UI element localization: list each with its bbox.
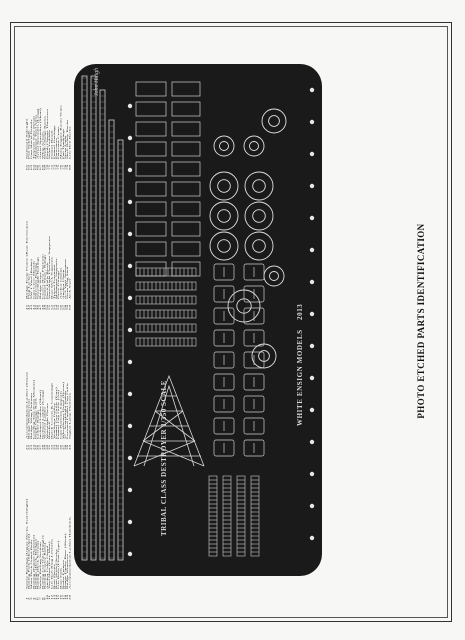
- part-label: A/A Yagi Antennas: [64, 259, 67, 299]
- small-parts: [136, 82, 264, 456]
- part-label: Bridge Wing Platform: [30, 392, 33, 439]
- parts-column: [26, 180, 71, 310]
- part-label: 37 - Searchlight Stands: [64, 390, 67, 439]
- part-callout-marker: [310, 184, 314, 188]
- part-number: 27: [39, 444, 42, 450]
- part-number: 46: [37, 304, 40, 310]
- part-callout-marker: [128, 424, 132, 428]
- part-number: 66: [37, 164, 40, 170]
- lattice-mast: [134, 376, 204, 466]
- part-callout-marker: [128, 552, 132, 556]
- part-label: Paravanes: [55, 137, 58, 159]
- part-label: Watertight Doors: [46, 403, 49, 439]
- part-number: 68: [41, 164, 45, 170]
- round-part-inner: [270, 272, 279, 281]
- part-label: Boat Deck Supports: [50, 257, 54, 299]
- part-label: Directors Railing: [35, 263, 38, 299]
- part-callout-marker: [310, 344, 314, 348]
- part-label: Funnel Steps / Rungs: [44, 254, 47, 299]
- part-callout-marker: [310, 152, 314, 156]
- part-callout-marker: [310, 472, 314, 476]
- part-number: 29: [44, 444, 47, 450]
- small-part: [136, 122, 166, 136]
- part-number: 36: [60, 444, 63, 450]
- part-label: Paravane Crane: [57, 126, 60, 159]
- round-part-inner: [253, 240, 266, 253]
- part-number: 80: [69, 164, 72, 170]
- part-number: 9: [44, 597, 47, 600]
- part-label: Life Belt Racks: [69, 126, 72, 159]
- part-label: Accommodation Ladder Handrails: [69, 516, 72, 589]
- part-label: Safety Railing Section: [39, 542, 42, 589]
- part-label: Jack Staff: [69, 278, 72, 299]
- part-label: Main Deck Guard Rails: [30, 539, 33, 589]
- part-label: Inclined Ladder (Long): [41, 390, 45, 439]
- part-number: 60: [69, 304, 72, 310]
- ladder: [136, 310, 196, 318]
- part-number: 63: [30, 164, 33, 170]
- part-number: 8: [41, 597, 45, 600]
- part-number: 50: [46, 304, 49, 310]
- part-number: 74: [55, 164, 58, 170]
- part-number: 32: [50, 444, 54, 450]
- part-number: 64: [32, 164, 35, 170]
- round-part: [210, 232, 238, 260]
- round-part-inner: [250, 142, 259, 151]
- part-number: 13: [53, 594, 56, 600]
- round-part: [262, 109, 286, 133]
- small-part: [136, 102, 166, 116]
- small-part: [136, 82, 166, 96]
- part-label: Ladder Rungs: [37, 409, 40, 439]
- part-number: 75: [57, 164, 60, 170]
- part-number: 33: [53, 444, 56, 450]
- part-label: Whip Aerials: [41, 131, 45, 159]
- part-number: 28: [41, 444, 45, 450]
- small-part: [136, 162, 166, 176]
- photo-etch-fret: [74, 64, 322, 576]
- part-number: 72: [50, 164, 54, 170]
- part-number: 11: [48, 595, 51, 600]
- part-number: 22: [28, 444, 31, 450]
- small-part: [172, 162, 200, 176]
- part-callout-marker: [310, 312, 314, 316]
- part-number: 23: [30, 444, 33, 450]
- part-callout-marker: [128, 168, 132, 172]
- part-label: Depth Charge Rails: [35, 398, 38, 439]
- part-number: 41: [26, 304, 29, 310]
- part-number: 45: [35, 304, 38, 310]
- small-part: [172, 102, 200, 116]
- part-label: Funnel Cap Grille (Fore): [55, 387, 58, 439]
- round-part: [214, 136, 234, 156]
- part-number: 58: [64, 304, 67, 310]
- part-callout-marker: [310, 88, 314, 92]
- rotated-sheet: [14, 26, 446, 616]
- part-label: Ventilator Grilles: [53, 403, 56, 439]
- part-callout-marker: [128, 520, 132, 524]
- part-number: 14: [55, 594, 58, 600]
- part-label: Gun Shield Details: [30, 119, 33, 159]
- part-callout-marker: [310, 536, 314, 540]
- part-number: 34: [55, 444, 58, 450]
- ladders: [136, 268, 259, 556]
- small-part: [136, 202, 166, 216]
- part-number: 25: [35, 444, 38, 450]
- part-label: Railing Cut-Outs (Single): [41, 535, 45, 589]
- part-label: Aerial Spreaders (Short): [39, 108, 42, 159]
- fret-artwork: [74, 64, 322, 576]
- part-number: 1: [26, 597, 29, 600]
- part-label: Railing (Funnel Platform): [32, 535, 35, 589]
- part-label: Bridge Windows: [66, 554, 69, 589]
- part-number: 49: [44, 304, 47, 310]
- small-part: [136, 222, 166, 236]
- parts-list: [26, 40, 72, 600]
- part-callout-marker: [128, 456, 132, 460]
- part-number: 43: [30, 304, 33, 310]
- part-callout-marker: [128, 296, 132, 300]
- round-part: [210, 202, 238, 230]
- part-number: 61: [26, 164, 29, 170]
- part-label: Accommodation Ladder (Steps): [26, 372, 29, 439]
- part-callouts: [128, 88, 314, 556]
- part-label: Range Finder Base (Short): [64, 533, 67, 589]
- part-number: 48: [41, 304, 45, 310]
- part-number: 18: [64, 594, 67, 600]
- part-label: Railings (Deck, Bridge): [35, 539, 38, 589]
- part-number: 53: [53, 304, 56, 310]
- part-callout-marker: [128, 264, 132, 268]
- part-label: Life Rafts (Float-Type): [57, 540, 60, 589]
- part-number: 78: [64, 164, 67, 170]
- part-label: Starboard Sidelight: [26, 118, 29, 159]
- part-number: 26: [37, 444, 40, 450]
- part-label: Railing (Carley Rafts): [44, 542, 47, 589]
- part-number: 20: [69, 594, 72, 600]
- round-part: [245, 202, 273, 230]
- small-part: [172, 202, 200, 216]
- round-part: [244, 136, 264, 156]
- part-number: 2: [28, 597, 31, 600]
- parts-column: [26, 320, 71, 450]
- part-label: Bridge Steps: [39, 272, 42, 299]
- round-part-inner: [218, 240, 231, 253]
- part-label: Searchlight Platform Supports: [48, 236, 51, 299]
- part-number: 42: [28, 304, 31, 310]
- part-label: Searchlight Railings: [37, 256, 40, 299]
- part-number: 52: [50, 304, 54, 310]
- part-label: Stern Ladders: [48, 130, 51, 159]
- part-label: Mainmast Yard Arms: [35, 114, 38, 159]
- part-number: 12: [50, 594, 54, 600]
- part-label: Boat Skids/Chocks: [55, 549, 58, 589]
- part-label: Inclined Ladder (Short): [39, 390, 42, 439]
- part-callout-marker: [310, 120, 314, 124]
- part-label: Signal Lamp Platform: [69, 392, 72, 439]
- small-part: [172, 222, 200, 236]
- part-number: 31: [48, 444, 51, 450]
- part-number: 35: [57, 444, 60, 450]
- part-label: Flag Locker: [28, 273, 31, 299]
- round-part-inner: [253, 210, 266, 223]
- part-number: 69: [44, 164, 47, 170]
- part-number: 15: [57, 594, 60, 600]
- round-part: [210, 172, 238, 200]
- part-label: Railing (Deck Section): [37, 541, 40, 589]
- part-label: Deck Fittings: [57, 270, 60, 299]
- round-part-inner: [269, 116, 280, 127]
- part-label: Safety Railings (Upper Decks, Searchlight): [26, 498, 29, 589]
- ladder: [136, 282, 196, 290]
- part-label: Aerial Spreaders (Long): [37, 108, 40, 159]
- round-part: [245, 172, 273, 200]
- part-number: 4: [32, 597, 35, 600]
- part-label: Stern Flag Staff: [66, 266, 69, 299]
- part-label: Bridge Front Frame (Rear Enclosure): [26, 221, 29, 299]
- part-label: Railing Pack (Short Open): [28, 533, 31, 589]
- round-part: [245, 232, 273, 260]
- part-label: Hatches: [48, 422, 51, 439]
- part-number: 16: [60, 594, 63, 600]
- part-number: 59: [66, 304, 69, 310]
- part-number: 65: [35, 164, 38, 170]
- part-number: 70: [46, 164, 49, 170]
- part-callout-marker: [310, 280, 314, 284]
- fret-brand: [296, 304, 304, 426]
- part-number: 76: [60, 164, 63, 170]
- part-number: 62: [28, 164, 31, 170]
- part-label: Vertical Ladder: [44, 406, 47, 439]
- part-number: 17: [62, 594, 65, 600]
- part-callout-marker: [310, 376, 314, 380]
- part-callout-marker: [310, 408, 314, 412]
- part-label: Shell Ready Racks: [66, 119, 69, 159]
- part-label: Gun Platform Supports: [60, 390, 63, 439]
- part-callout-marker: [128, 136, 132, 140]
- round-part-inner: [253, 180, 266, 193]
- part-number: 7: [39, 597, 42, 600]
- fret-subtitle: TRIBAL CLASS DESTROYER 1/350 SCALE: [160, 380, 168, 536]
- part-label: Loading Tray (Gun Mounts): [32, 380, 35, 439]
- part-label: Boat Davits: [53, 564, 56, 589]
- part-number: 5: [35, 597, 38, 600]
- part-number: 3: [30, 597, 33, 600]
- part-label: Funnel Cap Grille (Aft): [57, 389, 60, 439]
- parts-column: [26, 40, 71, 170]
- small-part: [172, 242, 200, 256]
- part-label: Main Engine Room Vents: [60, 105, 63, 159]
- part-label: Wheelhouse Detail (Doors): [62, 381, 65, 439]
- parts-column: [26, 470, 71, 600]
- part-callout-marker: [128, 360, 132, 364]
- part-label: Funnel Gratings: [53, 125, 56, 159]
- part-number: 56: [60, 304, 63, 310]
- part-label: Yard Mast (Fore Mast): [48, 541, 51, 589]
- part-callout-marker: [128, 328, 132, 332]
- page-title: PHOTO ETCHED PARTS IDENTIFICATION: [416, 223, 426, 419]
- small-part: [172, 122, 200, 136]
- part-label: Port Sidelight: [28, 130, 31, 159]
- part-callout-marker: [310, 248, 314, 252]
- part-label: Mainmast Supports: [55, 258, 58, 299]
- part-number: 44: [32, 304, 35, 310]
- part-callout-marker: [128, 200, 132, 204]
- part-label: Davit Falls Block: [46, 262, 49, 299]
- part-label: Life Raft Ring Lifebelts: [50, 539, 54, 589]
- part-label: Boat Falls: [60, 567, 63, 589]
- part-callout-marker: [128, 104, 132, 108]
- small-part: [136, 262, 166, 276]
- small-part: [172, 82, 200, 96]
- part-label: Forward Funnel Cap Grille: [66, 382, 69, 439]
- part-label: Depth Charge Throwers: [46, 109, 49, 159]
- part-number: 51: [48, 304, 51, 310]
- fret-brand-name: WHITE ENSIGN MODELS: [296, 329, 304, 426]
- part-label: Depth Charge Racks: [44, 116, 47, 159]
- part-number: 30: [46, 444, 49, 450]
- small-part: [172, 142, 200, 156]
- part-number: 40: [69, 444, 72, 450]
- part-number: 67: [39, 164, 42, 170]
- part-callout-marker: [128, 392, 132, 396]
- part-number: 54: [55, 304, 58, 310]
- part-label: Radar Frames: [62, 560, 65, 589]
- part-number: 10: [46, 594, 49, 600]
- part-label: Stern Light: [64, 135, 67, 159]
- part-callout-marker: [310, 440, 314, 444]
- small-part: [136, 182, 166, 196]
- small-part: [172, 182, 200, 196]
- part-number: 71: [48, 164, 51, 170]
- part-number: 73: [53, 164, 56, 170]
- fret-year: 2013: [296, 303, 304, 320]
- fret-maker: John Haigh: [94, 67, 100, 96]
- part-number: 39: [66, 444, 69, 450]
- part-label: Funnel Bands: [50, 130, 54, 159]
- part-number: 38: [64, 444, 67, 450]
- round-part-inner: [218, 180, 231, 193]
- part-label: Bridge Windscreen: [28, 399, 31, 439]
- part-number: 21: [26, 444, 29, 450]
- part-callout-marker: [310, 216, 314, 220]
- part-label: Fan Trunkings: [62, 128, 65, 159]
- part-label: Gun Crew Shields: [32, 260, 35, 299]
- ladder: [136, 296, 196, 304]
- part-label: Tripod Foremast: [53, 264, 56, 299]
- part-label: Anchor Chains: [60, 267, 63, 299]
- part-number: 47: [39, 304, 42, 310]
- part-label: Hatch Covers & Coamings: [50, 382, 54, 439]
- part-number: 77: [62, 164, 65, 170]
- part-callout-marker: [128, 488, 132, 492]
- part-label: Anchor Cable Guard: [46, 545, 49, 589]
- round-part-inner: [218, 210, 231, 223]
- part-number: 24: [32, 444, 35, 450]
- round-part: [264, 266, 284, 286]
- part-number: 57: [62, 304, 65, 310]
- small-part: [136, 142, 166, 156]
- part-label: Torpedo Tube Detail: [32, 116, 35, 159]
- ladder: [136, 338, 196, 346]
- part-number: 55: [57, 304, 60, 310]
- part-number: 6: [37, 597, 40, 600]
- small-part: [136, 242, 166, 256]
- part-callout-marker: [310, 504, 314, 508]
- part-number: 79: [66, 164, 69, 170]
- round-part-inner: [220, 142, 229, 151]
- part-label: Crow's Nest Platform: [41, 254, 45, 299]
- part-callout-marker: [128, 232, 132, 236]
- round-parts: [210, 109, 286, 368]
- part-label: Anchor Chain: [62, 269, 65, 299]
- ladder: [136, 324, 196, 332]
- part-label: SW 1 Yard (Radar): [30, 259, 33, 299]
- part-number: 37: [62, 444, 65, 450]
- part-number: 19: [66, 594, 69, 600]
